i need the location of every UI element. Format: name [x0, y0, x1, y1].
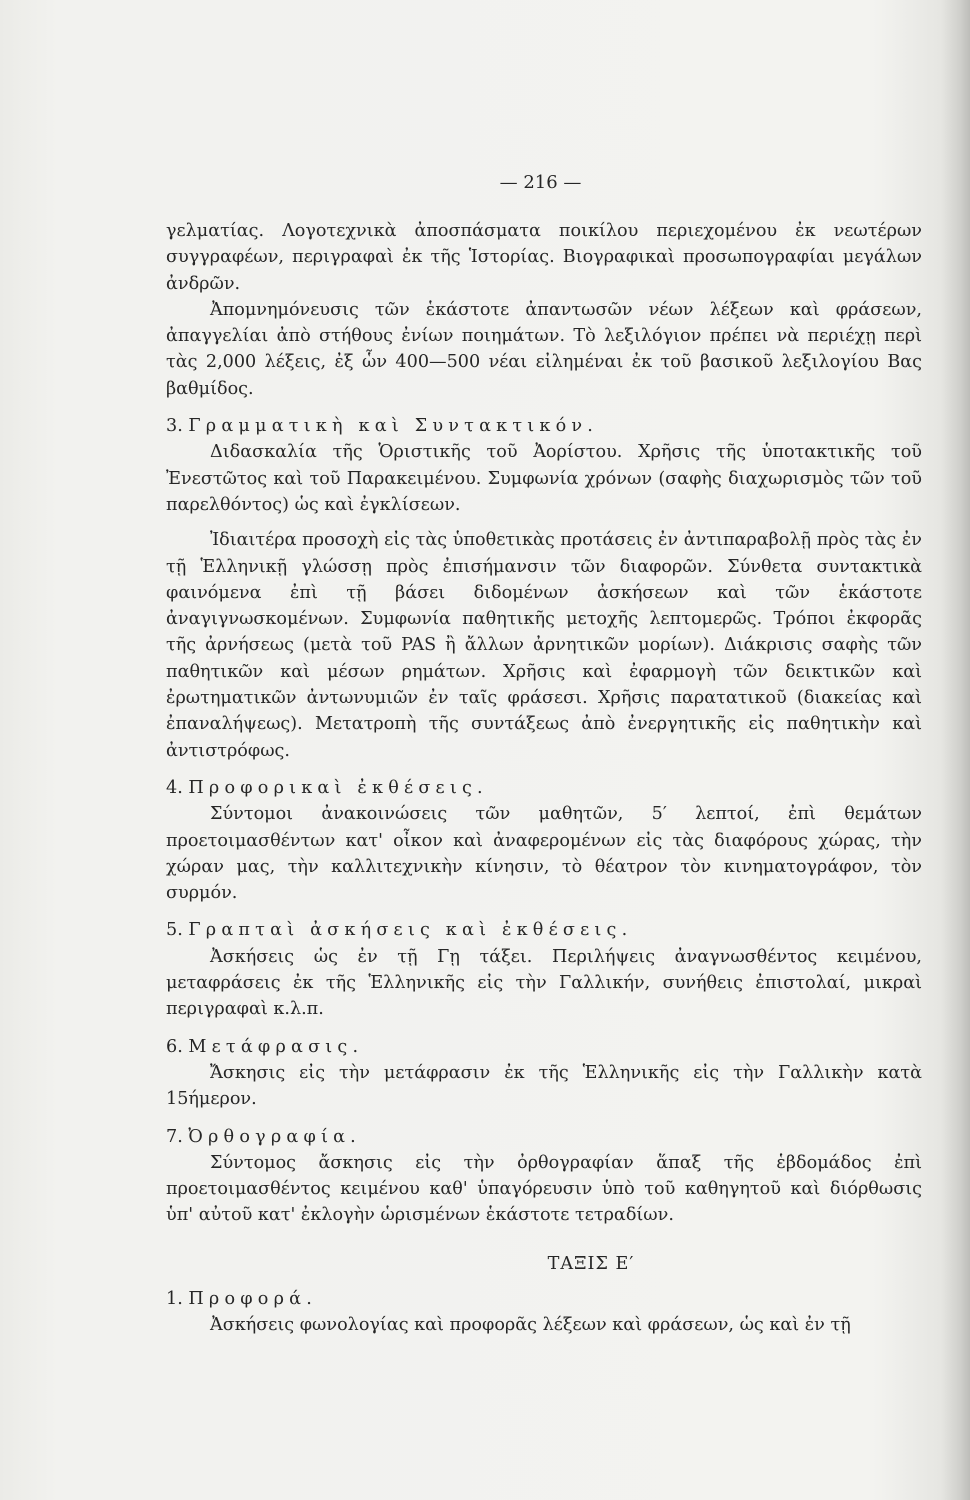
paragraph: Ἀσκήσεις φωνολογίας καὶ προφορᾶς λέξεων καὶ φράσεων, ὡς καὶ ἐν τῇ	[210, 1315, 851, 1336]
section-title: Μετάφρασις.	[188, 1036, 364, 1057]
paragraph: Διδασκαλία τῆς Ὁριστικῆς τοῦ Ἀορίστου. Χρῆσις τῆς ὑποτακτικῆς τοῦ Ἐνεστῶτος καὶ τοῦ Παρακειμένου. Συμφωνία χρόνων (σαφὴς διαχωρισμὸς τῶν τοῦ παρελθόντος) ὡς καὶ ἐγκλίσεων.	[166, 442, 922, 515]
paragraph: Ἀπομνημόνευσις τῶν ἑκάστοτε ἀπαντωσῶν νέων λέξεων καὶ φράσεων, ἀπαγγελίαι ἀπὸ στήθους ἐνίων ποιημάτων. Τὸ λεξιλόγιον πρέπει νὰ περιέχῃ περὶ τὰς 2,000 λέξεις, ἐξ ὧν 400—500 νέαι εἰλημέναι ἐκ τοῦ βασικοῦ λεξιλογίου Βας βαθμίδος.	[166, 299, 922, 399]
section-number: 7.	[166, 1126, 183, 1147]
section-heading-7	[166, 1124, 922, 1150]
section-number: 3.	[166, 416, 183, 437]
section-title: Γραμματικὴ καὶ Συντακτικόν.	[188, 416, 599, 437]
section-title: Ὀρθογραφία.	[188, 1126, 361, 1147]
section-heading-1	[166, 1286, 922, 1312]
section-heading-5	[166, 917, 922, 943]
page-number: — 216 —	[499, 172, 582, 193]
section-number: 6.	[166, 1036, 183, 1057]
section-heading-3	[166, 413, 922, 439]
paragraph: Σύντομοι ἀνακοινώσεις τῶν μαθητῶν, 5′ λεπτοί, ἐπὶ θεμάτων προετοιμασθέντων κατ' οἶκον καὶ ἀναφερομένων εἰς τὰς διαφόρους χώρας, τὴν χώραν μας, τὴν καλλιτεχνικὴν κίνησιν, τὸ θέατρον τὸν κινηματογράφον, τὸν συρμόν.	[166, 804, 922, 904]
section-heading-6	[166, 1034, 922, 1060]
paragraph: γελματίας. Λογοτεχνικὰ ἀποσπάσματα ποικίλου περιεχομένου ἐκ νεωτέρων συγγραφέων, περιγραφαὶ ἐκ τῆς Ἱστορίας. Βιογραφικαὶ προσωπογραφίαι μεγάλων ἀνδρῶν.	[166, 221, 922, 294]
section-title: Γραπταὶ ἀσκήσεις καὶ ἐκθέσεις.	[188, 920, 633, 941]
section-heading-4	[166, 775, 922, 801]
section-number: 4.	[166, 777, 183, 798]
page-body	[166, 218, 922, 1339]
section-title: Προφορά.	[188, 1288, 317, 1309]
section-number: 5.	[166, 920, 183, 941]
paragraph: Ἀσκήσεις ὡς ἐν τῇ Γῃ τάξει. Περιλήψεις ἀναγνωσθέντος κειμένου, μεταφράσεις ἐκ τῆς Ἑλληνικῆς εἰς τὴν Γαλλικήν, συνήθεις ἐπιστολαί, μικραὶ περιγραφαὶ κ.λ.π.	[166, 946, 922, 1020]
paragraph: Ἄσκησις εἰς τὴν μετάφρασιν ἐκ τῆς Ἑλληνικῆς εἰς τὴν Γαλλικὴν κατὰ 15ήμερον.	[166, 1062, 922, 1110]
class-title: ΤΑΞΙΣ Ε′	[547, 1253, 635, 1274]
paragraph: Σύντομος ἄσκησις εἰς τὴν ὀρθογραφίαν ἅπαξ τῆς ἑβδομάδος ἐπὶ προετοιμασθέντος κειμένου καθ' ὑπαγόρευσιν ὑπὸ τοῦ καθηγητοῦ καὶ διόρθωσις ὑπ' αὐτοῦ κατ' ἐκλογὴν ὡρισμένων ἑκάστοτε τετραδίων.	[166, 1152, 922, 1226]
section-number: 1.	[166, 1288, 183, 1309]
paragraph: Ἰδιαιτέρα προσοχὴ εἰς τὰς ὑποθετικὰς προτάσεις ἐν ἀντιπαραβολῇ πρὸς τὰς ἐν τῇ Ἑλληνικῇ γλώσσῃ πρὸς ἐπισήμανσιν τῶν διαφορῶν. Σύνθετα συντακτικὰ φαινόμενα ἐπὶ τῇ βάσει διδομένων ἀσκήσεων καὶ τῶν ἑκάστοτε ἀναγιγνωσκομένων. Συμφωνία παθητικῆς μετοχῆς λεπτομερῶς. Τρόποι ἐκφορᾶς τῆς ἀρνήσεως (μετὰ τοῦ PAS ἢ ἄλλων ἀρνητικῶν μορίων). Διάκρισις σαφὴς τῶν παθητικῶν καὶ μέσων ρημάτων. Χρῆσις καὶ ἐφαρμογὴ τῶν δεικτικῶν καὶ ἐρωτηματικῶν ἀντωνυμιῶν ἐν ταῖς φράσεσι. Χρῆσις παρατατικοῦ (διακείας καὶ ἐπαναλήψεως). Μετατροπὴ τῆς συντάξεως ἀπὸ ἐνεργητικῆς εἰς παθητικὴν καὶ ἀντιστρόφως.	[166, 530, 922, 761]
section-title: Προφορικαὶ ἐκθέσεις.	[188, 777, 488, 798]
